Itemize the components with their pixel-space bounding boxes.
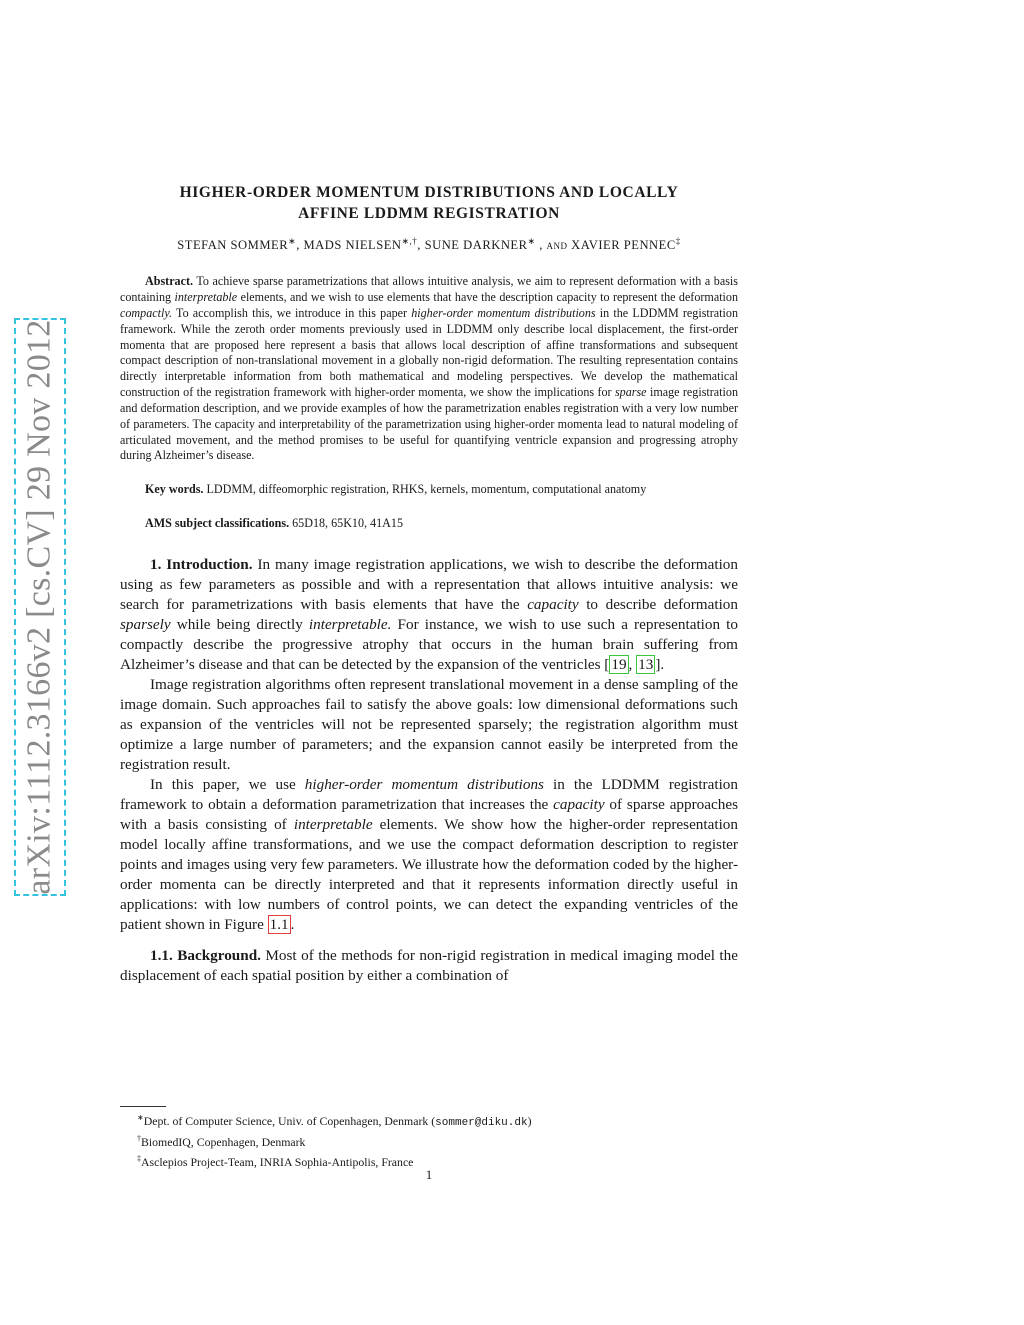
subsection-heading: 1.1. Background. xyxy=(150,947,261,964)
author-name: , MADS NIELSEN xyxy=(296,238,402,253)
affiliation-mark: ‡ xyxy=(675,236,681,246)
footnote-text: Dept. of Computer Science, Univ. of Copenhagen, Denmark ( xyxy=(143,1113,436,1128)
title-line-1: HIGHER-ORDER MOMENTUM DISTRIBUTIONS AND LOCALLY xyxy=(179,184,679,201)
footnote-mark: † xyxy=(137,1134,141,1144)
footnote-mark: ∗ xyxy=(137,1113,144,1122)
footnote-mark: ‡ xyxy=(137,1153,141,1163)
footnote xyxy=(137,1131,737,1150)
email-link[interactable]: sommer@diku.dk xyxy=(435,1116,528,1129)
footnote xyxy=(137,1110,737,1131)
affiliation-mark: ∗ xyxy=(288,236,297,246)
author-name: , SUNE DARKNER xyxy=(417,238,528,253)
body-text: while being directly xyxy=(170,616,309,633)
page-number: 1 xyxy=(425,1167,433,1182)
body-emphasis: capacity xyxy=(553,796,605,813)
section-heading: 1. Introduction. xyxy=(150,556,253,573)
body-text: Most of the methods for non-rigid registration in medical imaging model the displacement of each spatial position by either a combination of xyxy=(120,947,738,984)
title-line-2: AFFINE LDDMM REGISTRATION xyxy=(298,205,560,222)
abstract-text: image registration and deformation description, and we provide examples of how the parametrization enables registration with a very low number of parameters. The capacity and interpretability of the parametrization using higher-order momenta lead to natural modeling of articulated movement, and the method promises to be useful for quantifying ventricle expansion and progressing atrophy during Alzheimer’s disease. xyxy=(120,385,738,463)
abstract-text: To achieve sparse parametrizations that allows intuitive analysis, we aim to represent deformation with a basis containing xyxy=(120,274,738,305)
citation-bracket: [ xyxy=(604,656,610,673)
body-text: For instance, we wish to use such a representation to compactly describe the progressive atrophy that occurs in the human brain suffering from Alzheimer’s disease and that can be detected by the expansion of the ventricles xyxy=(120,616,738,673)
body-text: elements. We show how the higher-order representation model locally affine transformations, and we use the compact deformation description to register points and images using very few parameters. We illustrate how the deformation coded by the higher-order momenta can be directly interpreted and that it represents information directly useful in applications: with low numbers of control points, we can detect the expanding ventricles of the patient shown in Figure xyxy=(120,816,738,933)
body-text: Image registration algorithms often represent translational movement in a dense sampling of the image domain. Such approaches fail to satisfy the above goals: low dimensional deformations such as expansion of the ventricles will not be represented sparsely; the registration algorithm must optimize a large number of parameters; and the expansion cannot easily be interpreted from the registration result. xyxy=(120,676,738,773)
abstract-emphasis: interpretable xyxy=(174,290,238,305)
ams-label: AMS subject classifications. xyxy=(145,516,290,531)
author-conjunction: , and xyxy=(535,238,572,253)
citation-bracket: ]. xyxy=(655,656,665,673)
abstract-emphasis: sparse xyxy=(614,385,647,400)
figure-link[interactable]: 1.1 xyxy=(269,916,289,933)
ams-text: 65D18, 65K10, 41A15 xyxy=(289,516,403,531)
paragraph xyxy=(120,946,738,986)
paper-page xyxy=(120,182,738,986)
author-list xyxy=(120,236,738,253)
footnote-divider xyxy=(120,1106,166,1107)
body-text: to describe deformation xyxy=(578,596,738,613)
abstract xyxy=(120,274,738,464)
abstract-text: in the LDDMM registration framework. While the zeroth order moments previously used in LDDMM only describe local displacement, the first-order momenta that are proposed here represent a basis that allows local description of affine transformations and subsequent compact description of non-translational movement in a globally non-rigid deformation. The resulting representation contains directly interpretable information from both mathematical and modeling perspectives. We develop the mathematical construction of the registration framework with higher-order momenta, we show the implications for xyxy=(120,305,738,400)
arxiv-stamp[interactable] xyxy=(14,318,66,896)
body-text: . xyxy=(290,916,295,933)
ams-classifications xyxy=(120,516,738,532)
arxiv-stamp-text: arXiv:1112.3166v2 [cs.CV] 29 Nov 2012 xyxy=(21,319,58,895)
affiliation-mark: ∗,† xyxy=(401,236,418,246)
body-text: of sparse approaches with a basis consisting of xyxy=(120,796,739,833)
paper-title xyxy=(120,182,738,224)
body-emphasis: capacity xyxy=(527,596,579,613)
footnotes xyxy=(137,1110,737,1170)
citation-link[interactable]: 19 xyxy=(611,656,627,673)
body-text: In this paper, we use xyxy=(150,776,305,793)
abstract-label: Abstract. xyxy=(145,274,194,289)
body-emphasis: higher-order momentum distributions xyxy=(304,776,544,793)
keywords xyxy=(120,482,738,498)
body-emphasis: interpretable. xyxy=(308,616,392,633)
body-emphasis: sparsely xyxy=(120,616,171,633)
footnote-text: Asclepios Project-Team, INRIA Sophia-Antipolis, France xyxy=(141,1154,414,1169)
body-text: in the LDDMM registration framework to obtain a deformation parametrization that increases the xyxy=(120,776,738,813)
author-name: XAVIER PENNEC xyxy=(571,238,676,253)
footnote-text: ) xyxy=(527,1113,532,1128)
abstract-emphasis: compactly. xyxy=(120,305,173,320)
paragraph xyxy=(120,675,738,775)
body-emphasis: interpretable xyxy=(293,816,373,833)
paragraph xyxy=(120,555,738,675)
author-name: STEFAN SOMMER xyxy=(177,238,289,253)
footnote-text: BiomedIQ, Copenhagen, Denmark xyxy=(141,1135,306,1150)
section-introduction xyxy=(120,555,738,986)
abstract-emphasis: higher-order momentum distributions xyxy=(411,305,596,320)
paragraph xyxy=(120,775,738,935)
abstract-text: To accomplish this, we introduce in this paper xyxy=(172,305,412,320)
citation-separator: , xyxy=(628,656,637,673)
keywords-text: LDDMM, diffeomorphic registration, RHKS, kernels, momentum, computational anatomy xyxy=(203,482,647,497)
body-text: In many image registration applications, we wish to describe the deformation using as few parameters as possible and with a representation that allows intuitive analysis: we search for parametrizations with basis elements that have the xyxy=(120,556,738,613)
keywords-label: Key words. xyxy=(145,482,204,497)
abstract-text: elements, and we wish to use elements that have the description capacity to represent the deformation xyxy=(237,290,739,305)
affiliation-mark: ∗ xyxy=(527,236,536,246)
citation-link[interactable]: 13 xyxy=(638,656,654,673)
